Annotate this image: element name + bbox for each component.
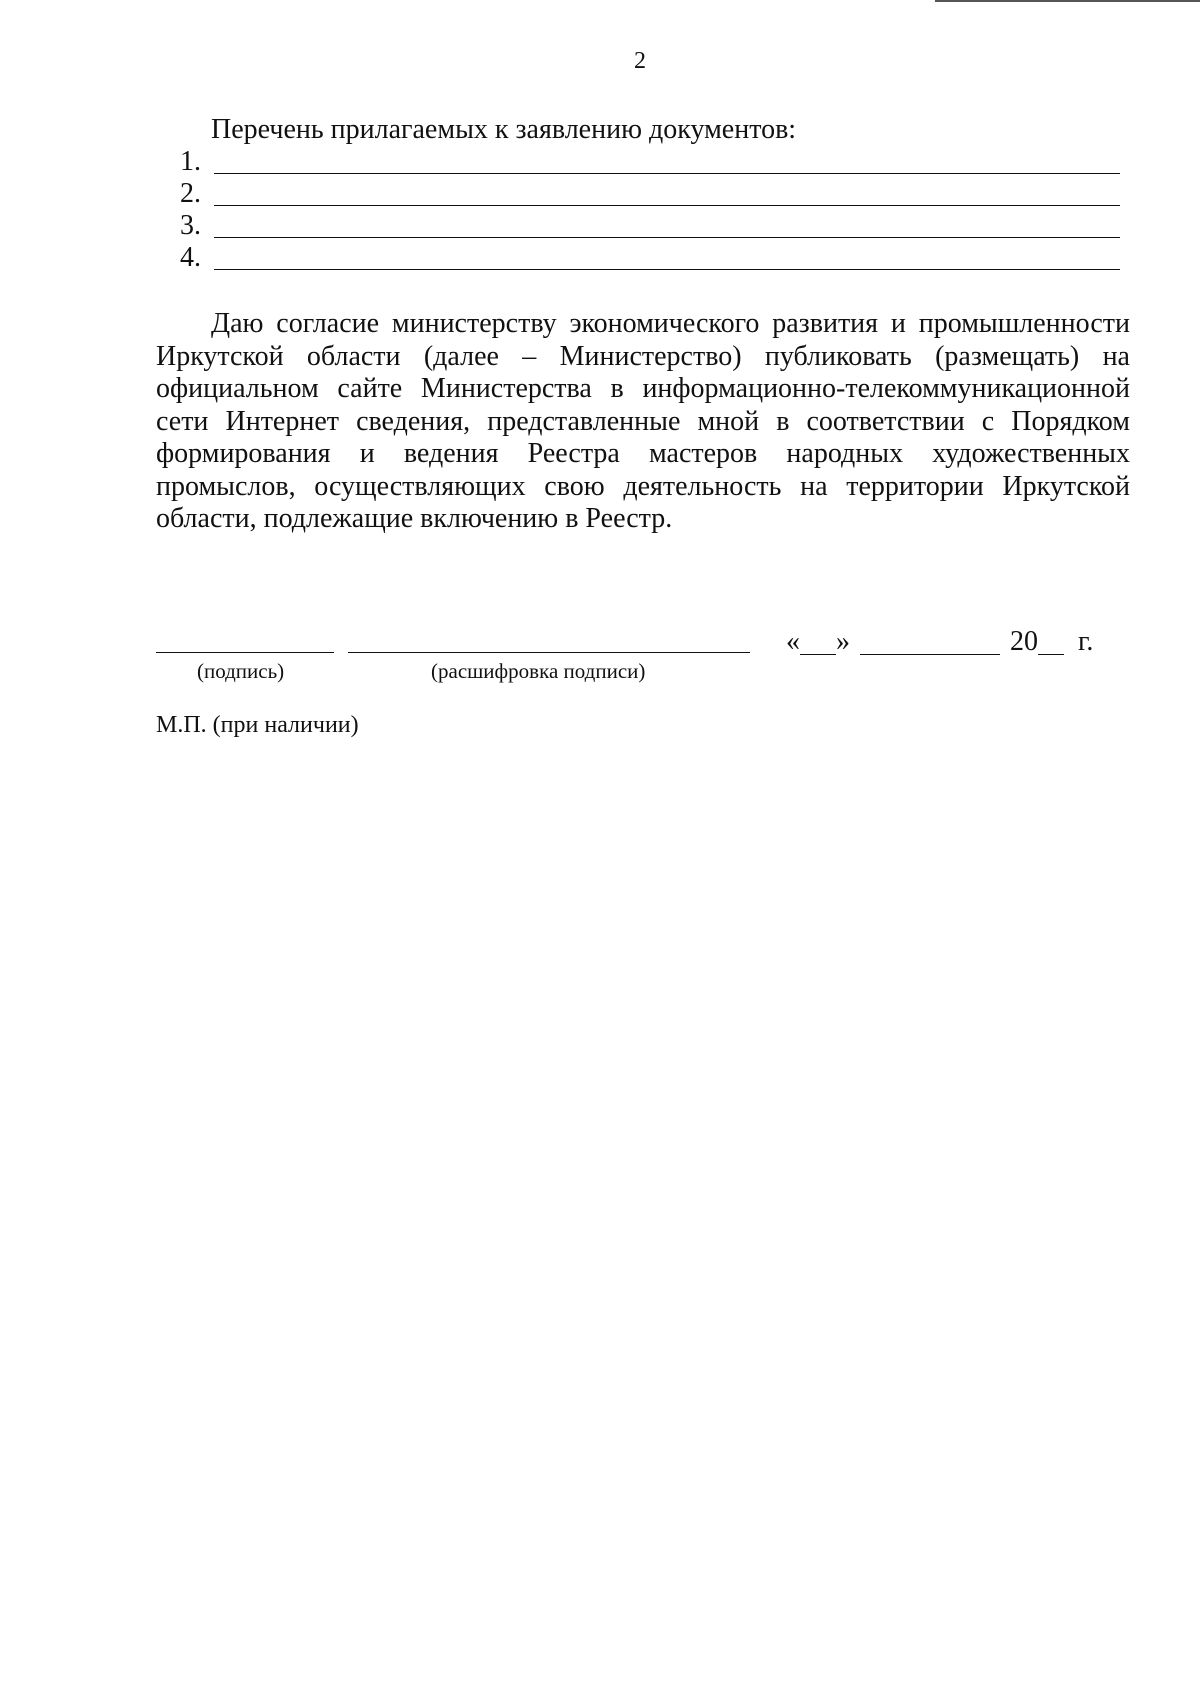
signature-decode-caption: (расшифровка подписи) — [431, 659, 646, 683]
documents-list-item-blank-field[interactable] — [214, 205, 1120, 206]
documents-list-item-blank-field[interactable] — [214, 173, 1120, 174]
signature-blank-field[interactable] — [156, 652, 334, 653]
documents-list-item-number: 3. — [180, 210, 201, 241]
date-month-blank-field[interactable] — [860, 628, 1000, 655]
date-field-group — [786, 625, 1093, 659]
consent-paragraph: Даю согласие министерству экономического развития и промышленности Иркутской области (далее – Министерство) публиковать (размещать) на официальном сайте Министерства в информационно-телекоммуникационной сети Интернет сведения, представленные мной в соответствии с Порядком формирования и ведения Реестра мастеров народных художественных промыслов, осуществляющих свою деятельность на территории Иркутской области, подлежащие включению в Реестр. — [156, 308, 1130, 534]
documents-list-item-blank-field[interactable] — [214, 269, 1120, 270]
date-day-blank-field[interactable] — [800, 628, 836, 655]
documents-list-item — [180, 146, 1120, 178]
date-open-quote: « — [786, 626, 800, 657]
documents-list-item — [180, 178, 1120, 210]
page-number: 2 — [634, 48, 646, 74]
documents-list-item-blank-field[interactable] — [214, 237, 1120, 238]
documents-list-item — [180, 242, 1120, 274]
date-year-prefix: 20 — [1010, 626, 1038, 657]
documents-list-item-number: 4. — [180, 242, 201, 273]
date-close-quote: » — [836, 626, 850, 657]
documents-list-item — [180, 210, 1120, 242]
signature-caption: (подпись) — [197, 659, 285, 683]
signature-decode-blank-field[interactable] — [348, 652, 750, 653]
documents-list-item-number: 1. — [180, 146, 201, 177]
date-year-suffix: г. — [1078, 626, 1094, 657]
date-year-blank-field[interactable] — [1038, 628, 1064, 655]
documents-list-heading: Перечень прилагаемых к заявлению документов: — [211, 114, 797, 145]
stamp-note: М.П. (при наличии) — [156, 712, 359, 738]
scan-edge-line — [935, 0, 1200, 2]
documents-list — [180, 146, 1120, 274]
documents-list-item-number: 2. — [180, 178, 201, 209]
